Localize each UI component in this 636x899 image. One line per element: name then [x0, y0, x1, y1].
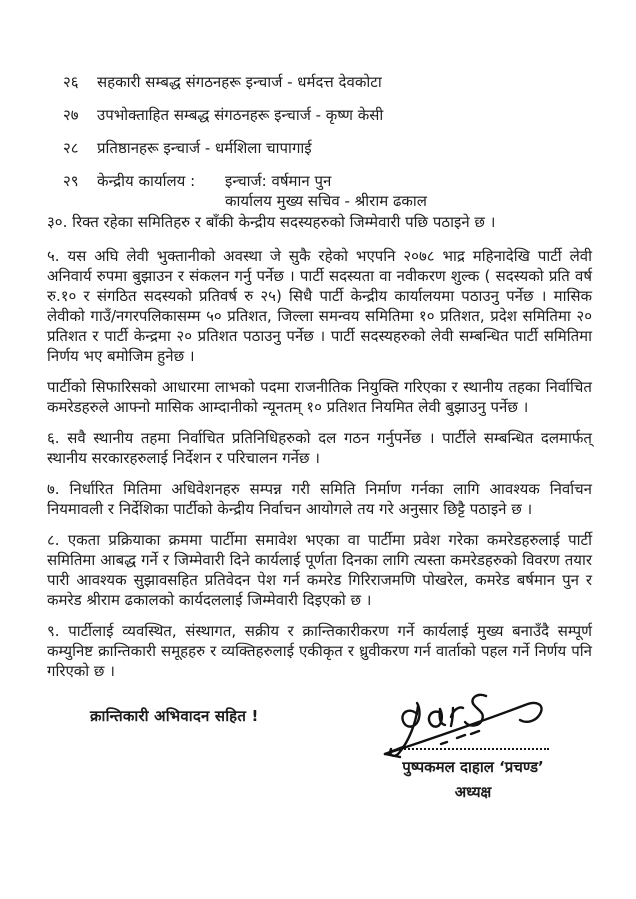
office-incharge-line: इन्चार्ज: वर्षमान पुन — [225, 172, 332, 190]
item-text: केन्द्रीय कार्यालय : — [97, 172, 196, 190]
signature-dotted-line — [397, 748, 549, 750]
signatory-title: अध्यक्ष — [454, 783, 492, 801]
item-text: प्रतिष्ठानहरू इन्चार्ज - धर्मशिला चापागाई — [97, 139, 312, 157]
list-item-29 — [63, 171, 592, 211]
list-item-30: ३०. रिक्त रहेका समितिहरु र बाँकी केन्द्रीय सदस्यहरुको जिम्मेवारी पछि पठाइने छ । — [47, 213, 496, 231]
signature-image — [369, 692, 559, 764]
incharge-list — [63, 72, 592, 211]
paragraph-7: ७. निर्धारित मितिमा अधिवेशनहरु सम्पन्न गरी समिति निर्माण गर्नका लागि आवश्यक निर्वाचन नियमावली र निर्देशिका पार्टीको केन्द्रीय निर्वाचन आयोगले तय गरे अनुसार छिट्टै पठाइने छ । — [47, 480, 592, 518]
signatory-name: पुष्पकमल दाहाल ‘प्रचण्ड’ — [402, 758, 544, 776]
list-item-27 — [63, 105, 592, 125]
signature-block — [378, 692, 568, 802]
item-number: २७ — [63, 106, 79, 124]
item-text: सहकारी सम्बद्ध संगठनहरू इन्चार्ज - धर्मदत्त देवकोटा — [97, 73, 382, 91]
list-item-28 — [63, 138, 592, 158]
item-number: २८ — [63, 139, 79, 157]
paragraph-levy-note: पार्टीको सिफारिसको आधारमा लाभको पदमा राजनीतिक नियुक्ति गरिएका र स्थानीय तहका निर्वाचित कमरेडहरुले आफ्नो मासिक आम्दानीको न्यूनतम् १० प्रतिशत नियमित लेवी बुझाउनु पर्नेछ । — [47, 378, 592, 416]
office-secretary-line: कार्यालय मुख्य सचिव - श्रीराम ढकाल — [225, 192, 427, 210]
list-item-26 — [63, 72, 592, 92]
item-number: २९ — [63, 172, 79, 190]
closing-row — [47, 692, 592, 802]
central-office-details — [225, 171, 427, 211]
paragraph-9: ९. पार्टीलाई व्यवस्थित, संस्थागत, सक्रीय र क्रान्तिकारीकरण गर्ने कार्यलाई मुख्य बनाउँदै सम्पूर्ण कम्युनिष्ट क्रान्तिकारी समूहहरु र व्यक्तिहरुलाई एकीकृत र ध्रुवीकरण गर्न वार्ताको पहल गर्ने निर्णय पनि गरिएको छ । — [47, 622, 592, 680]
item-text: उपभोक्ताहित सम्बद्ध संगठनहरू इन्चार्ज - कृष्ण केसी — [97, 106, 384, 124]
paragraph-6: ६. सवै स्थानीय तहमा निर्वाचित प्रतिनिधिहरुको दल गठन गर्नुपर्नेछ । पार्टीले सम्बन्धित दलमार्फत् स्थानीय सरकारहरुलाई निर्देशन र परिचालन गर्नेछ । — [47, 429, 592, 467]
paragraph-5: ५. यस अघि लेवी भुक्तानीको अवस्था जे सुकै रहेको भएपनि २०७८ भाद्र महिनादेखि पार्टी लेवी अनिवार्य रुपमा बुझाउन र संकलन गर्नु पर्नेछ । पार्टी सदस्यता वा नवीकरण शुल्क ( सदस्यको प्रति वर्ष रु.१० र संगठित सदस्यको प्रतिवर्ष रु २५) सिधै पार्टी केन्द्रीय कार्यालयमा पठाउनु पर्नेछ । मासिक लेवीको गाउँ/नगरपलिकासम्म ५० प्रतिशत, जिल्ला समन्वय समितिमा १० प्रतिशत, प्रदेश समितिमा २० प्रतिशत र पार्टी केन्द्रमा २० प्रतिशत पठाउनु पर्नेछ । पार्टी सदस्यहरुको लेवी सम्बन्धित पार्टी समितिमा निर्णय भए बमोजिम हुनेछ । — [47, 247, 592, 365]
paragraph-8: ८. एकता प्रक्रियाका क्रममा पार्टीमा समावेश भएका वा पार्टीमा प्रवेश गरेका कमरेडहरुलाई पार्टी समितिमा आबद्ध गर्ने र जिम्मेवारी दिने कार्यलाई पूर्णता दिनका लागि त्यस्ता कमरेडहरुको विवरण तयार पारी आवश्यक सुझावसहित प्रतिवेदन पेश गर्न कमरेड गिरिराजमणि पोखरेल, कमरेड बर्षमान पुन र कमरेड श्रीराम ढकालको कार्यदललाई जिम्मेवारी दिइएको छ । — [47, 531, 592, 609]
item-number: २६ — [63, 73, 79, 91]
salutation-text: क्रान्तिकारी अभिवादन सहित ! — [90, 707, 259, 725]
